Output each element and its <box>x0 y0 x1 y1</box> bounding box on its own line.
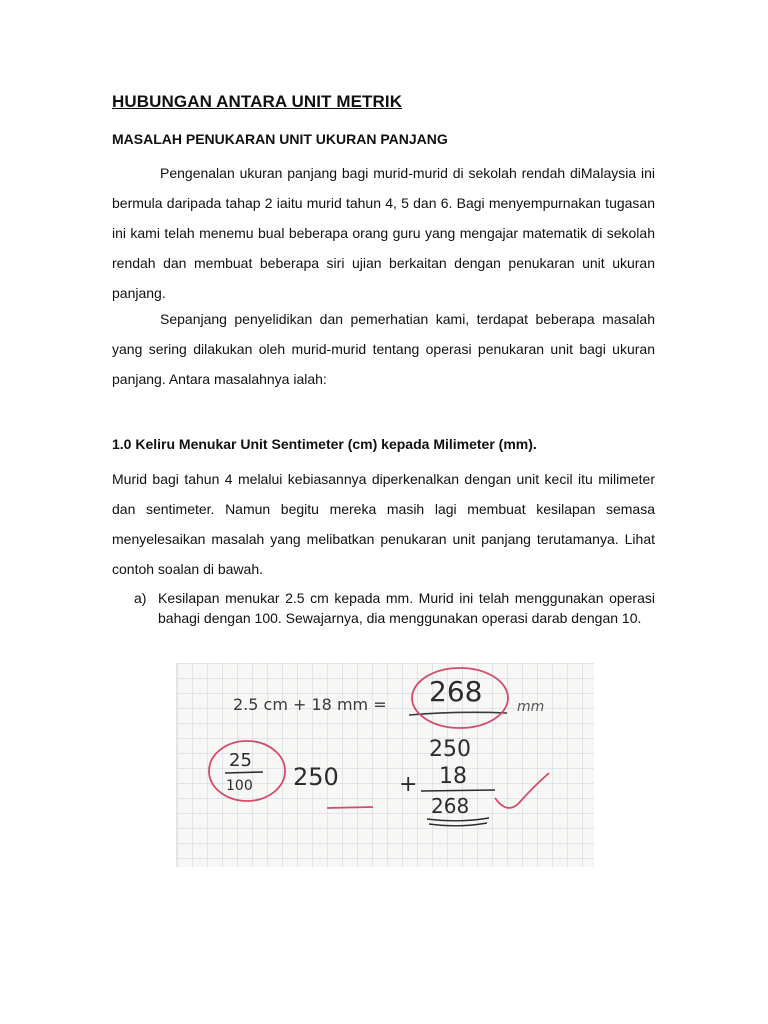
list-item <box>134 588 655 628</box>
document-subtitle: MASALAH PENUKARAN UNIT UKURAN PANJANG <box>112 131 448 147</box>
list-marker: a) <box>134 590 147 606</box>
handwritten-unit: mm <box>517 699 545 715</box>
paragraph-introduction: Pengenalan ukuran panjang bagi murid-murid di sekolah rendah diMalaysia ini bermula daripada tahap 2 iaitu murid tahun 4, 5 dan 6. Bagi menyempurnakan tugasan ini kami telah menemu bual beberapa orang guru yang mengajar matematik di sekolah rendah dan membuat beberapa siri ujian berkaitan dengan penukaran unit ukuran panjang. <box>112 165 655 301</box>
graph-paper-drawing <box>177 663 594 867</box>
paragraph-observation: Sepanjang penyelidikan dan pemerhatian kami, terdapat beberapa masalah yang sering dilakukan oleh murid-murid tentang operasi penukaran unit bagi ukuran panjang. Antara masalahnya ialah: <box>112 311 655 387</box>
fraction-numerator: 25 <box>229 750 252 771</box>
sum-line <box>421 790 495 791</box>
handwritten-answer: 268 <box>429 675 483 708</box>
list-item-text: Kesilapan menukar 2.5 cm kepada mm. Murid ini telah menggunakan operasi bahagi dengan 100. Sewajarnya, dia menggunakan operasi darab dengan 10. <box>158 590 655 626</box>
fraction-denominator: 100 <box>226 778 253 794</box>
addend-bottom: 18 <box>439 764 467 789</box>
section-body: Murid bagi tahun 4 melalui kebiasannya diperkenalkan dengan unit kecil itu milimeter dan sentimeter. Namun begitu mereka masih lagi membuat kesilapan semasa menyelesaikan masalah yang melibatkan penukaran unit panjang terutamanya. Lihat contoh soalan di bawah. <box>112 471 655 577</box>
handwritten-question: 2.5 cm + 18 mm = <box>233 695 387 714</box>
fraction-result: 250 <box>293 763 339 791</box>
fraction-bar <box>225 772 263 773</box>
addend-top: 250 <box>429 737 471 762</box>
handwritten-work-photo <box>176 663 594 867</box>
document-title: HUBUNGAN ANTARA UNIT METRIK <box>112 92 403 111</box>
red-underline <box>327 807 373 808</box>
plus-sign: + <box>399 772 418 797</box>
section-heading: 1.0 Keliru Menukar Unit Sentimeter (cm) kepada Milimeter (mm). <box>112 436 537 452</box>
handwritten-sum: 268 <box>431 794 470 818</box>
